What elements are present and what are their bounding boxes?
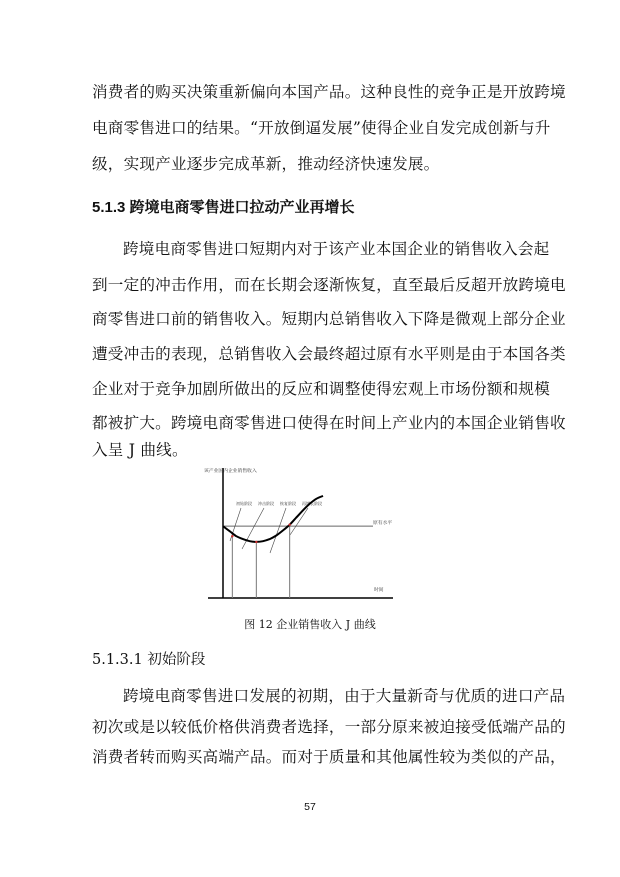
text-line: 电商零售进口的结果。“开放倒逼发展”使得企业自发完成创新与升: [92, 119, 551, 137]
figure-caption: 图 12 企业销售收入 J 曲线: [244, 618, 376, 631]
text-line: 消费者的购买决策重新偏向本国产品。这种良性的竞争正是开放跨境: [92, 83, 566, 101]
stage-label: 冲击阶段: [258, 501, 274, 506]
text-line: 遭受冲击的表现，总销售收入会最终超过原有水平则是由于本国各类: [92, 345, 566, 363]
j-curve-figure: [198, 463, 398, 603]
text-line: 消费者转而购买高端产品。而对于质量和其他属性较为类似的产品，: [92, 748, 566, 766]
leader-line: [242, 508, 264, 549]
text-line: 跨境电商零售进口发展的初期，由于大量新奇与优质的进口产品: [123, 687, 566, 705]
stage-marker-dot: [288, 523, 290, 525]
text-line: 商零售进口前的销售收入。短期内总销售收入下降是微观上部分企业: [92, 310, 566, 328]
text-line: 到一定的冲击作用，而在长期会逐渐恢复，直至最后反超开放跨境电: [92, 276, 566, 294]
x-axis-label: 时间: [374, 588, 384, 593]
text-line: 初次或是以较低价格供消费者选择，一部分原来被迫接受低端产品的: [92, 718, 566, 736]
text-line: 级，实现产业逐步完成革新，推动经济快速发展。: [92, 155, 440, 173]
page-number: 57: [304, 801, 316, 813]
reference-label: 原有水平: [373, 521, 393, 527]
subsection-heading: 5.1.3.1 初始阶段: [92, 652, 206, 668]
text-line: 入呈 J 曲线。: [92, 441, 188, 459]
stage-marker-dot: [255, 541, 257, 543]
stage-label: 恢复阶段: [280, 501, 296, 506]
stage-label: 再增长阶段: [302, 501, 322, 506]
text-line: 企业对于竞争加剧所做出的反应和调整使得宏观上市场份额和规模: [92, 380, 551, 398]
section-heading: 5.1.3 跨境电商零售进口拉动产业再增长: [92, 199, 355, 216]
stage-label: 初始阶段: [236, 501, 252, 506]
stage-marker-dot: [231, 535, 233, 537]
y-axis-label: 该产业国内企业销售收入: [204, 469, 257, 474]
text-line: 跨境电商零售进口短期内对于该产业本国企业的销售收入会起: [123, 240, 550, 258]
text-line: 都被扩大。跨境电商零售进口使得在时间上产业内的本国企业销售收: [92, 414, 566, 432]
